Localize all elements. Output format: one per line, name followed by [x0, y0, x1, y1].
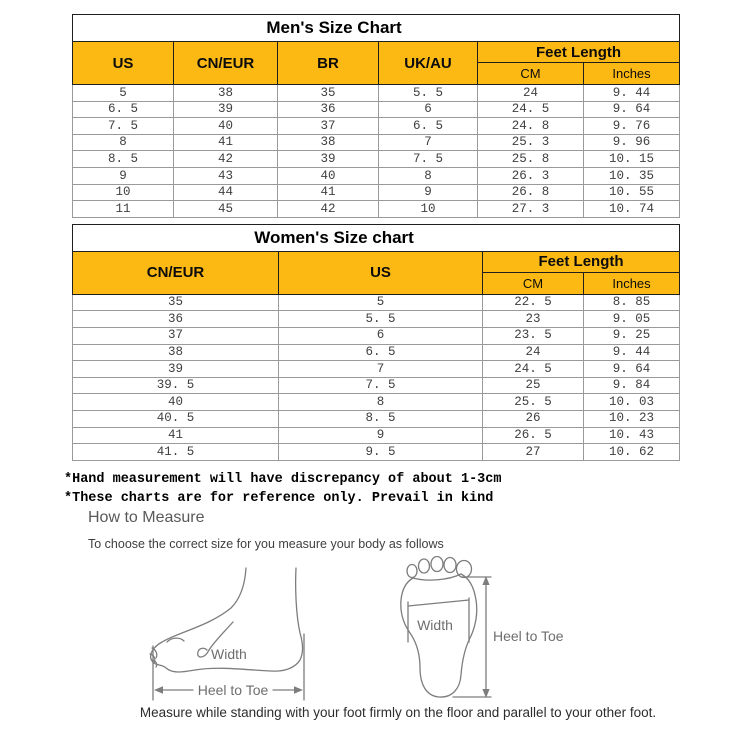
table-row	[73, 118, 680, 135]
size-cell: 22. 5	[483, 294, 584, 311]
size-cell: 25. 3	[478, 134, 584, 151]
size-cell: 6. 5	[73, 101, 174, 118]
size-cell: 10. 23	[584, 410, 680, 427]
column-header-inches: Inches	[584, 63, 680, 85]
womens-table-body	[73, 294, 680, 460]
size-cell: 10	[73, 184, 174, 201]
size-cell: 7	[279, 361, 483, 378]
size-cell: 41	[73, 427, 279, 444]
size-cell: 38	[73, 344, 279, 361]
table-row	[73, 410, 680, 427]
column-header-br: BR	[278, 42, 379, 85]
bottom-width-label: Width	[417, 617, 453, 633]
size-cell: 45	[174, 201, 278, 218]
size-cell: 7. 5	[279, 377, 483, 394]
column-header-feet-length: Feet Length	[483, 251, 680, 272]
table-row	[73, 361, 680, 378]
size-cell: 10. 62	[584, 444, 680, 461]
foot-side-view-diagram	[145, 560, 380, 710]
size-cell: 8. 5	[73, 151, 174, 168]
size-cell: 9. 25	[584, 327, 680, 344]
size-cell: 10. 15	[584, 151, 680, 168]
size-cell: 35	[278, 85, 379, 102]
foot-side-view-icon	[145, 560, 380, 705]
size-cell: 9. 64	[584, 101, 680, 118]
womens-header-row	[73, 251, 680, 272]
size-cell: 7. 5	[379, 151, 478, 168]
womens-table-title: Women's Size chart	[73, 224, 680, 251]
size-cell: 37	[278, 118, 379, 135]
size-cell: 8	[279, 394, 483, 411]
side-width-label: Width	[211, 646, 247, 662]
size-cell: 24. 8	[478, 118, 584, 135]
size-cell: 10. 03	[584, 394, 680, 411]
table-row	[73, 377, 680, 394]
size-cell: 39	[278, 151, 379, 168]
measure-instruction-caption: Measure while standing with your foot firmly on the floor and parallel to your other foot.	[139, 705, 657, 720]
size-cell: 25	[483, 377, 584, 394]
size-cell: 9. 5	[279, 444, 483, 461]
column-header-cn-eur: CN/EUR	[73, 251, 279, 294]
column-header-cm: CM	[478, 63, 584, 85]
side-heel-to-toe-label: Heel to Toe	[197, 682, 269, 698]
size-cell: 39	[174, 101, 278, 118]
how-to-measure-subtitle: To choose the correct size for you measure your body as follows	[88, 537, 444, 551]
size-cell: 42	[278, 201, 379, 218]
foot-bottom-view-diagram	[385, 556, 570, 711]
how-to-measure-title: How to Measure	[88, 509, 205, 526]
size-cell: 42	[174, 151, 278, 168]
size-cell: 39. 5	[73, 377, 279, 394]
size-cell: 6. 5	[379, 118, 478, 135]
table-row	[73, 167, 680, 184]
size-cell: 9. 84	[584, 377, 680, 394]
size-cell: 8	[379, 167, 478, 184]
table-row	[73, 344, 680, 361]
table-row	[73, 151, 680, 168]
size-cell: 10. 35	[584, 167, 680, 184]
size-cell: 8	[73, 134, 174, 151]
size-cell: 27	[483, 444, 584, 461]
size-cell: 38	[278, 134, 379, 151]
table-row	[73, 201, 680, 218]
size-cell: 23. 5	[483, 327, 584, 344]
size-cell: 6. 5	[279, 344, 483, 361]
size-cell: 24	[483, 344, 584, 361]
size-cell: 36	[278, 101, 379, 118]
column-header-us: US	[73, 42, 174, 85]
size-cell: 9. 44	[584, 85, 680, 102]
mens-size-table	[72, 14, 680, 218]
size-cell: 9	[73, 167, 174, 184]
size-tables-section	[72, 14, 679, 461]
footnotes	[64, 470, 501, 508]
womens-title-row	[73, 224, 680, 251]
size-cell: 38	[174, 85, 278, 102]
size-cell: 9	[379, 184, 478, 201]
size-cell: 5	[73, 85, 174, 102]
size-cell: 26. 3	[478, 167, 584, 184]
size-cell: 10. 55	[584, 184, 680, 201]
table-row	[73, 311, 680, 328]
size-cell: 8. 85	[584, 294, 680, 311]
size-cell: 24. 5	[483, 361, 584, 378]
mens-title-row	[73, 15, 680, 42]
size-cell: 11	[73, 201, 174, 218]
table-row	[73, 444, 680, 461]
size-cell: 35	[73, 294, 279, 311]
size-cell: 9. 05	[584, 311, 680, 328]
footnote-line: *These charts are for reference only. Prevail in kind	[64, 491, 494, 506]
column-header-feet-length: Feet Length	[478, 42, 680, 63]
size-cell: 9. 64	[584, 361, 680, 378]
mens-table-body	[73, 85, 680, 218]
column-header-inches: Inches	[584, 272, 680, 294]
size-cell: 9	[279, 427, 483, 444]
size-cell: 26	[483, 410, 584, 427]
size-cell: 5. 5	[279, 311, 483, 328]
size-cell: 25. 5	[483, 394, 584, 411]
size-cell: 43	[174, 167, 278, 184]
table-row	[73, 294, 680, 311]
size-cell: 9. 44	[584, 344, 680, 361]
column-header-cn-eur: CN/EUR	[174, 42, 278, 85]
foot-bottom-view-icon	[385, 556, 570, 706]
column-header-us: US	[279, 251, 483, 294]
table-row	[73, 184, 680, 201]
size-cell: 5	[279, 294, 483, 311]
size-cell: 5. 5	[379, 85, 478, 102]
table-row	[73, 327, 680, 344]
table-row	[73, 134, 680, 151]
size-cell: 8. 5	[279, 410, 483, 427]
size-cell: 40. 5	[73, 410, 279, 427]
size-cell: 23	[483, 311, 584, 328]
table-row	[73, 85, 680, 102]
bottom-heel-to-toe-label: Heel to Toe	[493, 628, 564, 644]
size-cell: 27. 3	[478, 201, 584, 218]
womens-size-table	[72, 224, 680, 461]
size-cell: 10	[379, 201, 478, 218]
mens-table-title: Men's Size Chart	[73, 15, 680, 42]
size-cell: 37	[73, 327, 279, 344]
size-cell: 24. 5	[478, 101, 584, 118]
column-header-cm: CM	[483, 272, 584, 294]
size-cell: 26. 8	[478, 184, 584, 201]
size-cell: 7	[379, 134, 478, 151]
footnote-line: *Hand measurement will have discrepancy of about 1-3cm	[64, 472, 502, 487]
size-cell: 40	[73, 394, 279, 411]
size-cell: 26. 5	[483, 427, 584, 444]
table-row	[73, 101, 680, 118]
size-cell: 6	[279, 327, 483, 344]
size-cell: 41. 5	[73, 444, 279, 461]
size-cell: 6	[379, 101, 478, 118]
size-cell: 10. 74	[584, 201, 680, 218]
size-cell: 24	[478, 85, 584, 102]
column-header-uk-au: UK/AU	[379, 42, 478, 85]
table-row	[73, 394, 680, 411]
size-cell: 40	[278, 167, 379, 184]
size-cell: 41	[174, 134, 278, 151]
size-cell: 10. 43	[584, 427, 680, 444]
size-cell: 39	[73, 361, 279, 378]
size-cell: 7. 5	[73, 118, 174, 135]
table-row	[73, 427, 680, 444]
size-cell: 25. 8	[478, 151, 584, 168]
size-cell: 9. 76	[584, 118, 680, 135]
size-cell: 36	[73, 311, 279, 328]
size-cell: 40	[174, 118, 278, 135]
size-cell: 9. 96	[584, 134, 680, 151]
size-cell: 41	[278, 184, 379, 201]
mens-header-row	[73, 42, 680, 63]
size-cell: 44	[174, 184, 278, 201]
